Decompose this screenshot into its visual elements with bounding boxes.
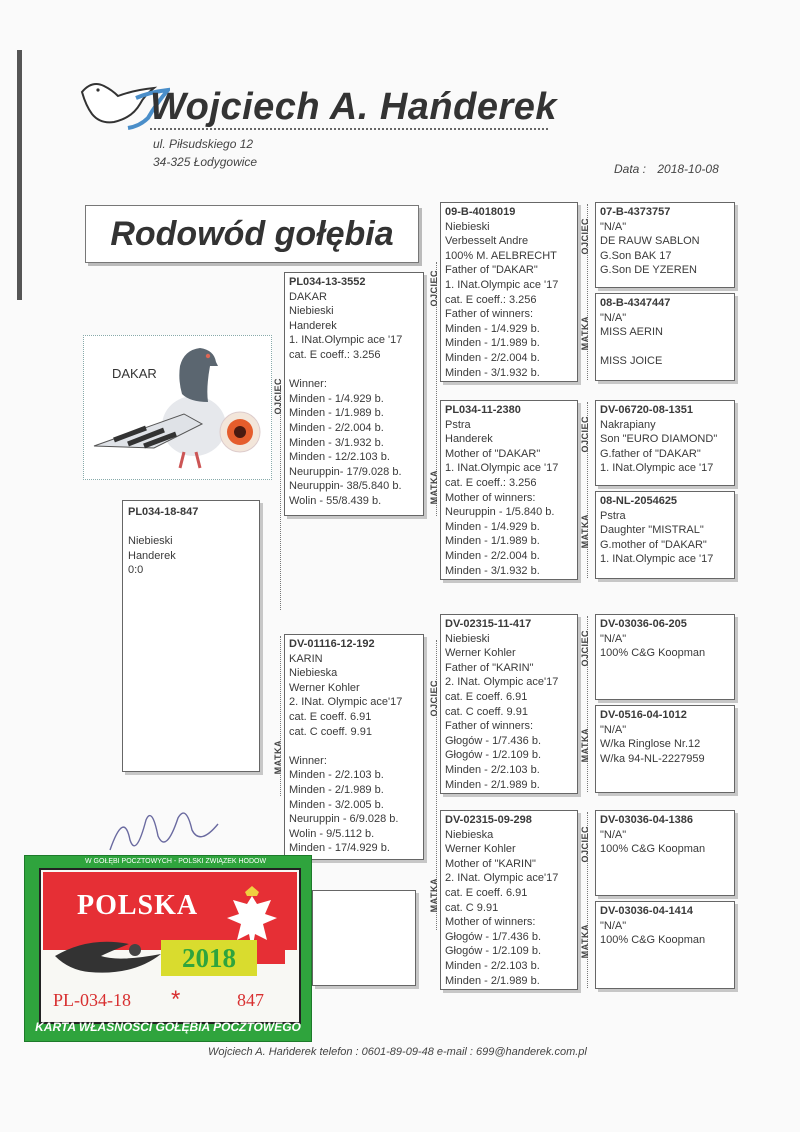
pedigree-line: Werner Kohler (445, 647, 516, 660)
ring-number: DV-02315-09-298 (445, 814, 532, 826)
pedigree-line: Minden - 2/2.103 b. (289, 769, 384, 782)
father-label: OJCIEC (429, 270, 439, 307)
pedigree-line: Nakrapiany (600, 418, 656, 431)
pedigree-line: Winner: (289, 754, 327, 767)
pedigree-line: Neuruppin- 17/9.028 b. (289, 465, 402, 478)
pedigree-line: G.Son DE YZEREN (600, 264, 697, 277)
ring-number: PL034-13-3552 (289, 276, 366, 288)
father-label: OJCIEC (273, 378, 283, 415)
pedigree-line: cat. E coeff. 6.91 (445, 886, 528, 899)
ring-number: PL034-11-2380 (445, 404, 521, 416)
pedigree-line: Minden - 2/2.103 b. (445, 959, 540, 972)
connector-line (280, 636, 281, 796)
pedigree-line: Niebieski (445, 220, 490, 233)
pedigree-line: Handerek (289, 319, 337, 332)
pedigree-line: cat. E coeff.: 3.256 (445, 293, 537, 306)
ring-number: DV-01116-12-192 (289, 638, 375, 650)
date-value: 2018-10-08 (657, 162, 719, 176)
great-grandparent-box-7 (595, 810, 735, 896)
pedigree-line: cat. E coeff. 6.91 (445, 690, 528, 703)
pedigree-line: "N/A" (600, 311, 627, 324)
pedigree-line: Minden - 2/1.989 b. (445, 974, 540, 987)
subject-pigeon-box (122, 500, 260, 772)
ring-number: 08-B-4347447 (600, 297, 671, 309)
pedigree-line: "N/A" (600, 220, 627, 233)
great-grandparent-box-2 (595, 293, 735, 381)
pedigree-line: cat. E coeff.: 3.256 (445, 476, 537, 489)
pedigree-line: Niebieska (289, 667, 338, 680)
pedigree-title: Rodowód gołębia (110, 215, 394, 253)
pedigree-line: Father of "DAKAR" (445, 264, 538, 277)
pedigree-line: 0:0 (128, 564, 144, 577)
mother-label: MATKA (580, 514, 590, 549)
great-grandparent-box-5 (595, 614, 735, 700)
stamp-panel (39, 868, 301, 1024)
logo-underline (150, 128, 548, 130)
pedigree-line: MISS JOICE (600, 355, 663, 368)
address-street: ul. Piłsudskiego 12 (153, 137, 254, 151)
pedigree-line: Mother of "KARIN" (445, 857, 536, 870)
pedigree-line: Głogów - 1/7.436 b. (445, 734, 542, 747)
pedigree-line: Minden - 2/2.004 b. (445, 351, 540, 364)
pedigree-line: Minden - 2/2.004 b. (445, 549, 540, 562)
pedigree-line: Minden - 1/4.929 b. (445, 520, 540, 533)
footer-contact: Wojciech A. Hańderek telefon : 0601-89-09-48 e-mail : 699@handerek.com.pl (208, 1046, 587, 1058)
pedigree-line: Minden - 1/1.989 b. (445, 337, 540, 350)
pedigree-line: 2. INat. Olympic ace'17 (445, 872, 559, 885)
pedigree-line: Niebieski (128, 535, 173, 548)
pedigree-line: 100% C&G Koopman (600, 934, 706, 947)
mother-label: MATKA (429, 878, 439, 913)
paternal-grandfather-box (440, 202, 578, 382)
ring-number: DV-06720-08-1351 (600, 404, 693, 416)
pedigree-line: 2. INat. Olympic ace'17 (289, 696, 403, 709)
pedigree-line: Minden - 3/1.932 b. (289, 436, 384, 449)
pedigree-line: Winner: (289, 378, 327, 391)
pedigree-line: Pstra (445, 418, 471, 431)
pedigree-line: Neuruppin - 6/9.028 b. (289, 813, 399, 826)
pedigree-line: Minden - 3/1.932 b. (445, 366, 540, 379)
pedigree-line: Niebieska (445, 828, 494, 841)
pedigree-line: 1. INat.Olympic ace '17 (600, 553, 714, 566)
date-label: Data : (614, 162, 647, 176)
ring-number: DV-03036-04-1414 (600, 905, 693, 917)
pedigree-line: Minden - 2/2.004 b. (289, 421, 384, 434)
pigeon-photo (83, 335, 272, 480)
pedigree-line: G.mother of "DAKAR" (600, 538, 707, 551)
pedigree-line: Father of winners: (445, 720, 534, 733)
ring-number: 08-NL-2054625 (600, 495, 678, 507)
pedigree-title-box (85, 205, 419, 263)
breeder-name: Wojciech A. Hańderek (150, 86, 558, 128)
pedigree-line: cat. C coeff. 9.91 (445, 705, 528, 718)
pedigree-line: Mother of winners: (445, 491, 536, 504)
mother-label: MATKA (580, 924, 590, 959)
ring-number: 09-B-4018019 (445, 206, 516, 218)
stamp-ring-number: 847 (237, 990, 264, 1010)
pedigree-line: Handerek (128, 549, 176, 562)
pedigree-line: Minden - 2/1.989 b. (445, 778, 540, 791)
ring-number: DV-02315-11-417 (445, 618, 532, 630)
pedigree-line: 1. INat.Olympic ace '17 (445, 278, 559, 291)
paternal-grandmother-box (440, 400, 578, 580)
mother-label: MATKA (580, 728, 590, 763)
pedigree-line: Mother of winners: (445, 916, 536, 929)
pigeon-image-icon (84, 336, 271, 479)
pedigree-line: Daughter "MISTRAL" (600, 524, 704, 537)
document-date (614, 162, 719, 176)
pedigree-line: DAKAR (289, 290, 327, 303)
pedigree-line: 1. INat.Olympic ace '17 (445, 462, 559, 475)
pedigree-line: DE RAUW SABLON (600, 235, 700, 248)
pedigree-line: Werner Kohler (289, 681, 360, 694)
stamp-country: POLSKA (77, 890, 199, 921)
pedigree-line: Neuruppin- 38/5.840 b. (289, 480, 402, 493)
pedigree-line: Wolin - 9/5.112 b. (289, 827, 375, 840)
stamp-arc-text: W GOŁĘBI POCZTOWYCH - POLSKI ZWIĄZEK HODOW (85, 858, 267, 865)
pedigree-line: Verbesselt Andre (445, 235, 529, 248)
ring-number: DV-0516-04-1012 (600, 709, 687, 721)
ring-number: DV-03036-06-205 (600, 618, 687, 630)
stamp-year: 2018 (161, 940, 257, 976)
great-grandparent-box-3 (595, 400, 735, 486)
maternal-grandmother-box (440, 810, 578, 990)
pigeon-flying-icon (49, 926, 169, 982)
pedigree-line: 1. INat.Olympic ace '17 (289, 334, 403, 347)
pedigree-line: Minden - 12/2.103 b. (289, 451, 390, 464)
stamp-star: * (171, 986, 181, 1013)
pedigree-line: Father of "KARIN" (445, 661, 534, 674)
father-label: OJCIEC (580, 826, 590, 863)
ring-number: PL034-18-847 (128, 506, 199, 518)
empty-box (312, 890, 416, 986)
pedigree-line: KARIN (289, 652, 323, 665)
pedigree-line: Głogów - 1/2.109 b. (445, 945, 542, 958)
pedigree-line: Minden - 2/2.103 b. (445, 763, 540, 776)
pedigree-line: Handerek (445, 433, 493, 446)
pedigree-line: Mother of "DAKAR" (445, 447, 541, 460)
pedigree-line: cat. C 9.91 (445, 901, 499, 914)
stamp-ring-prefix: PL-034-18 (53, 990, 131, 1010)
pedigree-line: W/ka 94-NL-2227959 (600, 752, 705, 765)
ownership-card-stamp (24, 855, 312, 1042)
pedigree-line: Niebieski (445, 632, 490, 645)
pedigree-line: Pstra (600, 509, 626, 522)
pedigree-line: Father of winners: (445, 308, 534, 321)
pedigree-line: 100% M. AELBRECHT (445, 249, 557, 262)
pedigree-line: 2. INat. Olympic ace'17 (445, 676, 559, 689)
pedigree-line: Minden - 1/4.929 b. (289, 392, 384, 405)
great-grandparent-box-6 (595, 705, 735, 793)
scan-margin-bar (17, 50, 22, 300)
pedigree-line: Minden - 1/1.989 b. (289, 407, 384, 420)
ring-number: DV-03036-04-1386 (600, 814, 693, 826)
pedigree-line: Minden - 3/1.932 b. (445, 564, 540, 577)
pedigree-line (289, 739, 419, 754)
pedigree-line: MISS AERIN (600, 326, 663, 339)
mother-label: MATKA (429, 470, 439, 505)
mother-label: MATKA (580, 316, 590, 351)
pedigree-line: Niebieski (289, 305, 334, 318)
pedigree-line: Werner Kohler (445, 843, 516, 856)
pedigree-line: cat. C coeff. 9.91 (289, 725, 372, 738)
address-city: 34-325 Łodygowice (153, 155, 258, 169)
pedigree-line: Minden - 17/4.929 b. (289, 842, 390, 855)
signature-icon (100, 800, 240, 860)
pedigree-line: G.father of "DAKAR" (600, 447, 701, 460)
father-label: OJCIEC (429, 680, 439, 717)
great-grandparent-box-4 (595, 491, 735, 579)
pedigree-line: G.Son BAK 17 (600, 249, 672, 262)
pedigree-line: Głogów - 1/7.436 b. (445, 930, 542, 943)
pedigree-line: 1. INat.Olympic ace '17 (600, 462, 714, 475)
pedigree-line: "N/A" (600, 632, 627, 645)
pedigree-line: "N/A" (600, 723, 627, 736)
mother-label: MATKA (273, 740, 283, 775)
pedigree-line: Minden - 3/2.005 b. (289, 798, 384, 811)
pedigree-line: "N/A" (600, 919, 627, 932)
mother-box (284, 634, 424, 860)
pedigree-line (289, 363, 419, 378)
pedigree-line (128, 520, 254, 535)
pedigree-line: Minden - 2/1.989 b. (289, 783, 384, 796)
great-grandparent-box-8 (595, 901, 735, 989)
pedigree-line: Wolin - 55/8.439 b. (289, 494, 382, 507)
pedigree-line (600, 340, 730, 355)
great-grandparent-box-1 (595, 202, 735, 288)
father-label: OJCIEC (580, 218, 590, 255)
photo-label: DAKAR (112, 366, 157, 381)
pedigree-line: Neuruppin - 1/5.840 b. (445, 506, 555, 519)
stamp-bottom-text: KARTA WŁASNOŚCI GOŁĘBIA POCZTOWEGO (35, 1020, 301, 1034)
pedigree-line: 100% C&G Koopman (600, 843, 706, 856)
pedigree-line: cat. E coeff.: 3.256 (289, 348, 381, 361)
father-label: OJCIEC (580, 630, 590, 667)
pedigree-line: cat. E coeff. 6.91 (289, 710, 372, 723)
pedigree-line: Minden - 1/1.989 b. (445, 535, 540, 548)
ring-number: 07-B-4373757 (600, 206, 671, 218)
pedigree-line: Głogów - 1/2.109 b. (445, 749, 542, 762)
pedigree-line: 100% C&G Koopman (600, 647, 706, 660)
father-box (284, 272, 424, 516)
father-label: OJCIEC (580, 416, 590, 453)
pedigree-line: W/ka Ringlose Nr.12 (600, 738, 701, 751)
pedigree-line: "N/A" (600, 828, 627, 841)
pedigree-line: Minden - 1/4.929 b. (445, 322, 540, 335)
pedigree-line: Son "EURO DIAMOND" (600, 433, 718, 446)
maternal-grandfather-box (440, 614, 578, 794)
